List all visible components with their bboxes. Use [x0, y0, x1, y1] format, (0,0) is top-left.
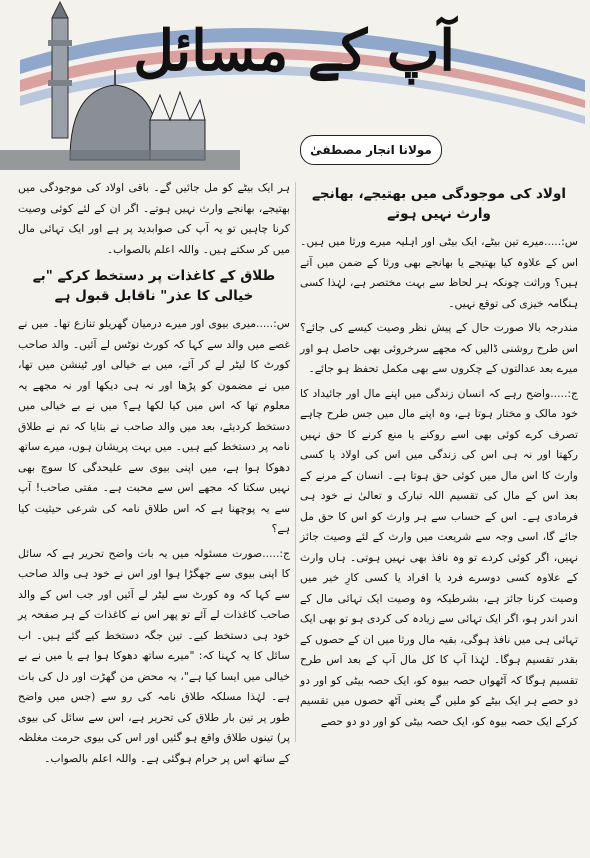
right-column	[300, 178, 578, 736]
column-divider	[295, 182, 296, 742]
article-1-question-cont: مندرجہ بالا صورت حال کے پیش نظر وصیت کیسے کی جائے؟ اس طرح روشنی ڈالیں کہ مجھے سرخروئی بھی حاصل ہو اور میرے بعد عدالتوں کے چکروں سے بھی مکمل تحفظ ہو جائے۔	[300, 321, 578, 375]
article-2-heading: طلاق کے کاغذات پر دستخط کرکے "بے خیالی کا عذر" ناقابل قبول ہے	[32, 268, 276, 304]
author-badge: مولانا انجار مصطفیٰ	[300, 135, 442, 165]
article-1-answer-cont: ہر ایک بیٹے کو مل جائیں گے۔ باقی اولاد کی موجودگی میں بھتیجے، بھانجے وارث نہیں ہوتے۔ اگر ان کے لئے کوئی وصیت کرنا چاہیں تو یہ آپ کی صوابدید پر ہے اور ایک تہائی مال میں کر سکتے ہیں۔ واللہ اعلم بالصواب۔	[18, 181, 290, 256]
article-2-question: س:.....میری بیوی اور میرے درمیان گھریلو تنازع تھا۔ میں نے غصے میں والد سے کہا کہ کورٹ نوٹس لے آئیں۔ والد صاحب کورٹ کا لیٹر لے کر آئے، میں بے خیالی اور ٹینشن میں تھا، میں نے مضمون کو پڑھا اور نہ ہی دیکھا اور نہ مجھے یہ معلوم تھا کہ اس میں کیا لکھا ہے؟ میں نے بے خیالی میں دستخط کردیئے، بعد میں والد صاحب نے بتایا کہ تم نے طلاق نامہ پر دستخط کیے ہیں۔ میں بہت پریشان ہوں، میرے ساتھ دھوکا ہوا ہے، میں اپنی بیوی سے علیحدگی کا سوچ بھی نہیں سکتا کہ مجھے اس سے محبت ہے۔ مفتی صاحب! آپ سے یہ پوچھنا ہے کہ اس طلاق نامہ کی شرعی حیثیت کیا ہے؟	[18, 317, 290, 535]
page-title: آپ کے مسائل	[133, 18, 455, 84]
article-1-heading: اولاد کی موجودگی میں بھتیجے، بھانجے وارث نہیں ہوتے	[311, 186, 566, 222]
article-2-answer: ج:.....صورت مسئولہ میں یہ بات واضح تحریر ہے کہ سائل کا اپنی بیوی سے جھگڑا ہوا اور اس نے خود ہی والد صاحب سے کہا کہ وہ کورٹ سے لیٹر لے آئیں اور جب اس کے والد صاحب کاغذات لے آئے تو پھر اس نے کاغذات کے ہر صفحہ پر خود ہی دستخط کیے۔ تین جگہ دستخط کیے گئے ہیں۔ اب سائل کا یہ کہنا کہ: "میرے ساتھ دھوکا ہوا ہے یا میں نے بے خیالی میں ایسا کیا ہے"، یہ محض من گھڑت اور دل کی بات ہے۔ لہٰذا مسلکہ طلاق نامہ کی رو سے (جس میں واضح طور پر تین بار طلاق کی تحریر ہے، اس سے سائل کی بیوی پر) تینوں طلاق واقع ہو گئیں اور اس کی بیوی حرمت مغلظہ کے ساتھ اس پر حرام ہوگئی ہے۔ واللہ اعلم بالصواب۔	[18, 546, 290, 765]
article-1-answer: ج:.....واضح رہے کہ انسان زندگی میں اپنے مال اور جائیداد کا خود مالک و مختار ہوتا ہے، وہ اپنے مال میں جس طرح چاہے تصرف کرے کوئی بھی اسے روکنے یا منع کرنے کا حق نہیں رکھتا اور نہ ہی اس کی زندگی میں اس کی اولاد یا کسی وارث کا اس مال میں کوئی حق ہوتا ہے۔ انسان کے مرنے کے بعد اس کے مال کی تقسیم اللہ تبارک و تعالیٰ نے خود ہی فرمادی ہے۔ اس کے حساب سے ہر وارث کو اس کا حق مل جائے گا، اسی وجہ سے شریعت میں وارث کے لئے وصیت جائز نہیں، اگر کوئی کردے تو وہ نافذ بھی نہیں ہوتی۔ ہاں وارث کے علاوہ کسی دوسرے فرد یا افراد یا کسی کارِ خیر میں وصیت کرنا جائز ہے، بشرطیکہ وہ وصیت ایک تہائی مال کے اندر اندر ہو، اگر ایک تہائی سے زیادہ کی کردی ہو تو بھی ایک تہائی ہی میں نافذ ہوگی، بقیہ مال ورثا میں ان کے حصوں کے بقدر تقسیم ہوگا۔ لہٰذا آپ کا کل مال آپ کے بعد اس طرح تقسیم ہوگا کہ آٹھواں حصہ بیوہ کو، ایک حصہ بیٹی کو اور دو دو حصے ہر ایک بیٹے کو ملیں گے یعنی آٹھ حصوں میں تقسیم کرکے ایک حصہ بیوہ کو، ایک حصہ بیٹی کو اور دو دو حصے	[300, 386, 578, 728]
article-1-question: س:.....میرے تین بیٹے، ایک بیٹی اور اہلیہ میرے ورثا میں ہیں۔ اس کے علاوہ کیا بھتیجے یا بھانجے بھی ورثا کے ضمن میں آتے ہیں؟ وراثت چونکہ ہر لحاظ سے بہت مختصر ہے، لہٰذا کسی ہنگامہ خیزی کی توقع نہیں۔	[300, 235, 578, 310]
left-column	[18, 178, 290, 773]
